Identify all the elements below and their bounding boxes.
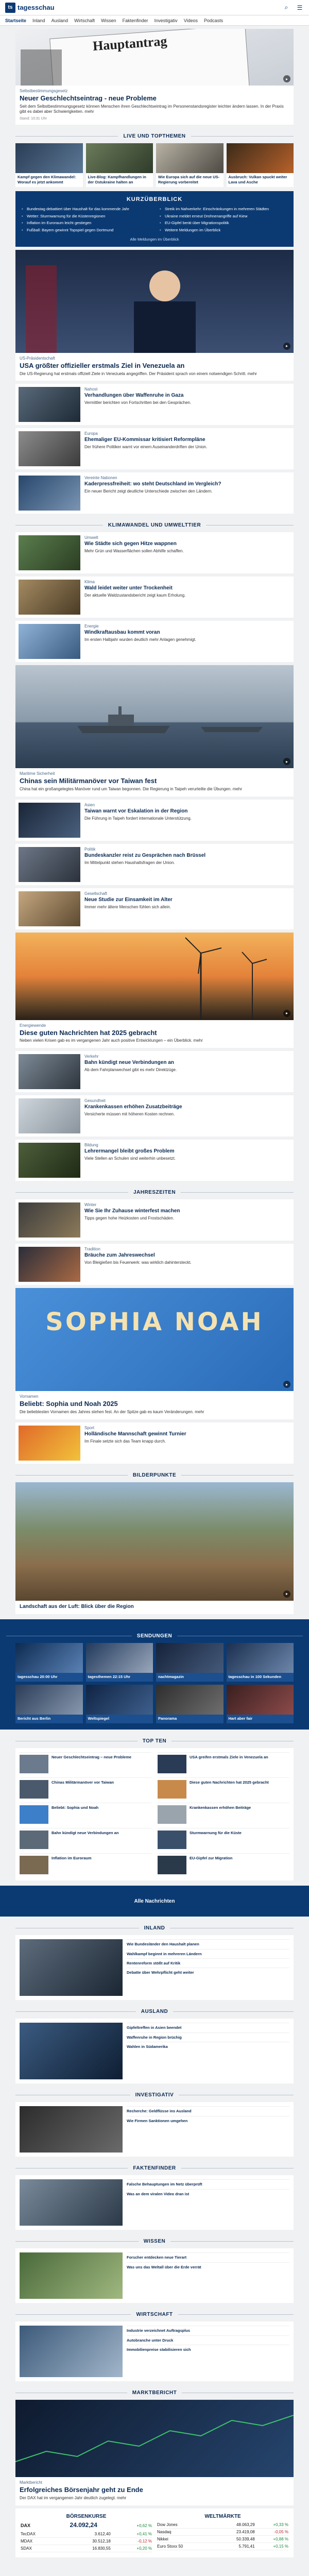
hero-image-caption: Hauptantrag (92, 33, 168, 54)
market-teaser[interactable]: Marktbericht Erfolgreiches Börsenjahr geht zu Ende Der DAX hat im vergangenen Jahr deutlich zugelegt. mehr (15, 2400, 294, 2505)
topten-item[interactable]: Sturmwarnung für die Küste (158, 1828, 289, 1851)
list-image (19, 891, 80, 926)
live-title[interactable]: Ausbruch: Vulkan spuckt weiter Lava und Asche (228, 175, 287, 184)
list-image (19, 803, 80, 838)
investigativ-module (15, 2102, 294, 2157)
section-live-title: LIVE UND TOPTHEMEN (15, 132, 294, 140)
logo-mark: ts (5, 3, 15, 13)
blocks-text: SOPHIA NOAH (45, 1308, 264, 1337)
list-headline[interactable]: Lehrermangel bleibt großes Problem (84, 1148, 175, 1155)
feature-image (15, 1288, 294, 1391)
sendungen-band (0, 1619, 309, 1730)
all-news-label[interactable]: Alle Nachrichten (134, 1898, 175, 1904)
topten-item[interactable]: Beliebt: Sophia und Noah (20, 1803, 151, 1826)
hero-image (15, 29, 294, 86)
section-faktenfinder-title: FAKTENFINDER (15, 2164, 294, 2172)
kurz-item[interactable]: • Wetter: Sturmwarnung für die Küstenregionen (22, 214, 149, 219)
nav-item[interactable]: Podcasts (204, 18, 224, 23)
site-logo[interactable] (5, 3, 55, 13)
weltmaerkte-title: WELTMÄRKTE (204, 2513, 241, 2519)
list-image (19, 1143, 80, 1178)
list-image (19, 1426, 80, 1461)
section-wirtschaft-title: WIRTSCHAFT (15, 2310, 294, 2318)
logo-text: tagesschau (18, 4, 55, 11)
live-title[interactable]: Kampf gegen den Klimawandel: Worauf es jetzt ankommt (18, 175, 76, 184)
list-image (19, 535, 80, 570)
faktenfinder-item[interactable]: Falsche Behauptungen im Netz überprüft (127, 2179, 289, 2189)
kurz-more-link[interactable]: Alle Meldungen im Überblick (130, 236, 179, 242)
sendung-item[interactable]: Panorama (156, 1685, 224, 1723)
kurz-title: KURZÜBERBLICK (126, 196, 183, 202)
menu-icon[interactable]: ☰ (297, 4, 303, 11)
list-item[interactable]: Europa Ehemaliger EU-Kommissar kritisiert Reformpläne Der frühere Politiker warnt vor einem Auseinanderdriften der Union. (15, 428, 294, 469)
list-item[interactable]: Sport Holländische Mannschaft gewinnt Turnier Im Finale setzte sich das Team knapp durch. (15, 1422, 294, 1464)
feature-teaser[interactable] (15, 250, 294, 381)
market-image (15, 2400, 294, 2477)
feature-headline[interactable]: Chinas sein Militärmanöver vor Taiwan fest (20, 777, 157, 785)
boerse-row[interactable]: TecDAX 3.612,40 +0,41 % (21, 2531, 152, 2538)
nav-item[interactable]: Wirtschaft (74, 18, 95, 23)
feature-teaser-text: Die US-Regierung hat erstmals offiziell Ziele in Venezuela angegriffen. Der Präsident sprach von einem notwendigen Schritt. mehr (20, 371, 257, 376)
kurz-item[interactable]: • Bundestag debattiert über Haushalt für das kommende Jahr (22, 207, 149, 212)
site-header (0, 0, 309, 15)
section-jahreszeit-title: JAHRESZEITEN (15, 1188, 294, 1196)
section-marktbericht-title: MARKTBERICHT (15, 2388, 294, 2397)
feature-image (15, 250, 294, 353)
live-image (15, 143, 83, 173)
ausland-item[interactable]: Waffenruhe in Region brüchig (127, 2032, 289, 2042)
list-headline[interactable]: Verhandlungen über Waffenruhe in Gaza (84, 393, 184, 399)
gallery-icon: ▸ (283, 1381, 290, 1388)
ausland-item[interactable]: Wahlen in Südamerika (127, 2042, 289, 2051)
nav-item[interactable]: Inland (32, 18, 45, 23)
boerse-row[interactable]: SDAX 16.830,55 +0,20 % (21, 2545, 152, 2552)
section-inland-title: INLAND (15, 1924, 294, 1932)
ausland-item[interactable]: Gipfeltreffen in Asien beendet (127, 2023, 289, 2032)
topten-list (15, 1748, 294, 1880)
feature-topline: US-Präsidentschaft (20, 355, 55, 361)
boerse-title: BÖRSENKURSE (66, 2513, 107, 2519)
sendung-item[interactable]: nachtmagazin (156, 1643, 224, 1682)
list-headline[interactable]: Krankenkassen erhöhen Zusatzbeiträge (84, 1104, 182, 1110)
gallery-icon: ▸ (283, 75, 290, 82)
faktenfinder-item[interactable]: Was an dem viralen Video dran ist (127, 2189, 289, 2198)
hero-teaser[interactable] (15, 29, 294, 125)
live-item[interactable] (227, 143, 294, 187)
feature-headline[interactable]: Landschaft aus der Luft: Blick über die Region (20, 1603, 134, 1609)
list-headline[interactable]: Kaderpressfreiheit: wo steht Deutschland im Vergleich? (84, 481, 221, 487)
dax-change: +0,62 % (136, 2523, 152, 2528)
ausland-module (15, 2019, 294, 2083)
inland-item[interactable]: Wahlkampf beginnt in mehreren Ländern (127, 1949, 289, 1958)
topten-item[interactable]: Chinas Militärmanöver vor Taiwan (20, 1777, 151, 1801)
list-headline[interactable]: Wie Städte sich gegen Hitze wappnen (84, 541, 177, 547)
list-item[interactable]: Tradition Bräuche zum Jahreswechsel Von Bleigießen bis Feuerwerk: was wirklich dahintersteckt. (15, 1244, 294, 1285)
hero-headline[interactable]: Neuer Geschlechtseintrag - neue Probleme (20, 94, 157, 102)
topten-item[interactable]: Inflation im Euroraum (20, 1853, 151, 1876)
welt-row[interactable]: Nasdaq 23.419,08 -0,05 % (157, 2528, 288, 2535)
dax-label: DAX (21, 2522, 31, 2528)
wirtschaft-item[interactable]: Industrie verzeichnet Auftragsplus (127, 2326, 289, 2335)
market-headline[interactable]: Erfolgreiches Börsenjahr geht zu Ende (20, 2486, 143, 2494)
topten-item[interactable]: Krankenkassen erhöhen Beiträge (158, 1803, 289, 1826)
section-bildpunkte-title: BILDERPUNKTE (15, 1471, 294, 1479)
main-nav (0, 15, 309, 26)
feature-teaser[interactable]: ▸ Maritime Sicherheit Chinas sein Militärmanöver vor Taiwan fest China hat ein großangelegtes Manöver rund um Taiwan begonnen. Die Regierung in Taipeh verurteilte die Übungen. mehr (15, 665, 294, 796)
section-ausland-title: AUSLAND (15, 2007, 294, 2015)
nav-item[interactable]: Ausland (51, 18, 68, 23)
list-headline[interactable]: Windkraftausbau kommt voran (84, 630, 160, 636)
kurz-item[interactable]: • Ukraine meldet erneut Drohnenangriffe auf Kiew (160, 214, 287, 219)
list-item[interactable]: Asien Taiwan warnt vor Eskalation in der Region Die Führung in Taipeh fordert internationale Unterstützung. (15, 800, 294, 841)
inland-module (15, 1935, 294, 2000)
list-headline[interactable]: Bräuche zum Jahreswechsel (84, 1252, 155, 1259)
topten-item[interactable]: EU-Gipfel zur Migration (158, 1853, 289, 1876)
live-title[interactable]: Wie Europa sich auf die neue US-Regierung vorbereitet (158, 175, 220, 184)
list-image (19, 580, 80, 615)
list-item[interactable]: Gesellschaft Neue Studie zur Einsamkeit im Alter Immer mehr ältere Menschen fühlen sich allein. (15, 888, 294, 929)
hero-meta: Stand: 10:31 Uhr (20, 117, 47, 121)
sendung-item[interactable]: tagesschau in 100 Sekunden (227, 1643, 294, 1682)
list-image (19, 847, 80, 882)
live-image (227, 143, 294, 173)
live-item[interactable] (15, 143, 83, 187)
nav-item[interactable]: Faktenfinder (122, 18, 148, 23)
list-item[interactable]: Nahost Verhandlungen über Waffenruhe in Gaza Vermittler berichten von Fortschritten bei den Gesprächen. (15, 384, 294, 425)
live-grid (15, 143, 294, 187)
list-headline[interactable]: Neue Studie zur Einsamkeit im Alter (84, 896, 173, 903)
kurz-item[interactable]: • EU-Gipfel berät über Migrationspolitik (160, 221, 287, 226)
gallery-icon: ▸ (283, 1590, 290, 1598)
wissen-module (15, 2248, 294, 2303)
live-item[interactable] (156, 143, 224, 187)
list-item[interactable]: Klima Wald leidet weiter unter Trockenheit Der aktuelle Waldzustandsbericht zeigt kaum Erholung. (15, 577, 294, 618)
list-image (19, 1202, 80, 1238)
feature-headline[interactable]: USA größter offizieller erstmals Ziel in Venezuela an (20, 361, 185, 369)
section-klima-title: KLIMAWANDEL UND UMWELTTIER (15, 521, 294, 529)
list-item[interactable]: Vereinte Nationen Kaderpressfreiheit: wo steht Deutschland im Vergleich? Ein neuer Bericht zeigt deutliche Unterschiede zwischen den Ländern. (15, 472, 294, 514)
hero-teaser-text: Seit dem Selbstbestimmungsgesetz können Menschen ihren Geschlechtseintrag im Personenstandsregister leichter ändern lassen. In der Praxis gibt es dabei aber Schwierigkeiten. mehr (20, 104, 284, 114)
feature-headline[interactable]: Diese guten Nachrichten hat 2025 gebracht (20, 1028, 157, 1037)
list-item[interactable]: Politik Bundeskanzler reist zu Gesprächen nach Brüssel Im Mittelpunkt stehen Haushaltsfragen der Union. (15, 844, 294, 885)
wissen-item[interactable]: Was uns das Weltall über die Erde verrät (127, 2262, 289, 2272)
live-item[interactable] (86, 143, 153, 187)
list-image (19, 431, 80, 466)
wirtschaft-module (15, 2321, 294, 2381)
list-headline[interactable]: Taiwan warnt vor Eskalation in der Region (84, 808, 188, 814)
list-image (19, 1054, 80, 1089)
live-image (86, 143, 153, 173)
topten-item[interactable]: Diese guten Nachrichten hat 2025 gebracht (158, 1777, 289, 1801)
list-headline[interactable]: Holländische Mannschaft gewinnt Turnier (84, 1431, 186, 1437)
video-icon: ▸ (283, 758, 290, 765)
sendung-item[interactable]: Weltspiegel (86, 1685, 153, 1723)
section-wissen-title: WISSEN (15, 2237, 294, 2245)
kurz-item[interactable]: • Streik im Nahverkehr: Einschränkungen in mehreren Städten (160, 207, 287, 212)
section-sendungen-title: SENDUNGEN (6, 1632, 303, 1640)
list-image (19, 1247, 80, 1282)
nav-item[interactable]: Startseite (5, 18, 27, 23)
feature-teaser[interactable] (15, 1482, 294, 1614)
dax-value: 24.092,24 (70, 2521, 97, 2529)
list-headline[interactable]: Wald leidet weiter unter Trockenheit (84, 585, 173, 591)
all-news-banner[interactable] (0, 1886, 309, 1917)
list-image (19, 387, 80, 422)
kurz-item[interactable]: • Weitere Meldungen im Überblick (160, 228, 287, 233)
feature-headline[interactable]: Beliebt: Sophia und Noah 2025 (20, 1400, 118, 1408)
section-investigativ-title: INVESTIGATIV (15, 2091, 294, 2099)
feature-image (15, 1482, 294, 1601)
kurz-item[interactable]: • Inflation im Euroraum leicht gestiegen (22, 221, 149, 226)
list-item[interactable]: Gesundheit Krankenkassen erhöhen Zusatzbeiträge Versicherte müssen mit höheren Kosten rechnen. (15, 1095, 294, 1137)
nav-item[interactable]: Wissen (101, 18, 116, 23)
list-item[interactable]: Verkehr Bahn kündigt neue Verbindungen an Ab dem Fahrplanwechsel gibt es mehr Direktzüge. (15, 1051, 294, 1092)
kurz-item[interactable]: • Fußball: Bayern gewinnt Topspiel gegen Dortmund (22, 228, 149, 233)
nav-item[interactable]: Investigativ (154, 18, 178, 23)
list-item[interactable]: Umwelt Wie Städte sich gegen Hitze wappnen Mehr Grün und Wasserflächen sollen Abhilfe schaffen. (15, 532, 294, 573)
list-item[interactable]: Winter Wie Sie Ihr Zuhause winterfest machen Tipps gegen hohe Heizkosten und Frostschäden. (15, 1199, 294, 1241)
live-title[interactable]: Live-Blog: Kampfhandlungen in der Ostukraine halten an (88, 175, 146, 184)
investigativ-item[interactable]: Wie Firmen Sanktionen umgehen (127, 2116, 289, 2125)
feature-teaser[interactable]: SOPHIA NOAH ▸ Vornamen Beliebt: Sophia und Noah 2025 Die beliebtesten Vornamen des Jahres stehen fest. An der Spitze gab es kaum Veränderungen. mehr (15, 1288, 294, 1419)
wirtschaft-item[interactable]: Autobranche unter Druck (127, 2335, 289, 2345)
feature-image (15, 933, 294, 1020)
list-headline[interactable]: Bundeskanzler reist zu Gesprächen nach Brüssel (84, 852, 206, 858)
search-icon[interactable]: ⌕ (284, 4, 288, 11)
nav-item[interactable]: Videos (183, 18, 198, 23)
list-headline[interactable]: Wie Sie Ihr Zuhause winterfest machen (84, 1208, 180, 1214)
topten-item[interactable]: Bahn kündigt neue Verbindungen an (20, 1828, 151, 1851)
sendung-item[interactable]: tagesschau 20:00 Uhr (15, 1643, 83, 1682)
list-image (19, 624, 80, 659)
welt-row[interactable]: Euro Stoxx 50 5.791,41 +0,15 % (157, 2543, 288, 2550)
kurzueberblick-box (15, 191, 294, 247)
section-topten-title: TOP TEN (15, 1737, 294, 1745)
hero-topline: Selbstbestimmungsgesetz (20, 89, 68, 93)
video-icon: ▸ (283, 343, 290, 350)
topten-item[interactable]: USA greifen erstmals Ziele in Venezuela an (158, 1752, 289, 1775)
sendung-item[interactable]: tagesthemen 22:15 Uhr (86, 1643, 153, 1682)
welt-row[interactable]: Dow Jones 48.063,29 +0,33 % (157, 2521, 288, 2529)
inland-item[interactable]: Debatte über Wehrpflicht geht weiter (127, 1968, 289, 1977)
list-headline[interactable]: Ehemaliger EU-Kommissar kritisiert Reformpläne (84, 437, 205, 443)
sendung-item[interactable]: Bericht aus Berlin (15, 1685, 83, 1723)
feature-image (15, 665, 294, 768)
inland-item[interactable]: Wie Bundesländer den Haushalt planen (127, 1939, 289, 1948)
list-item[interactable]: Energie Windkraftausbau kommt voran Im ersten Halbjahr wurden deutlich mehr Anlagen genehmigt. (15, 621, 294, 662)
wirtschaft-item[interactable]: Immobilienpreise stabilisieren sich (127, 2345, 289, 2354)
sendung-item[interactable]: Hart aber fair (227, 1685, 294, 1723)
inland-item[interactable]: Rentenreform stößt auf Kritik (127, 1958, 289, 1968)
faktenfinder-module (15, 2175, 294, 2230)
list-item[interactable]: Bildung Lehrermangel bleibt großes Problem Viele Stellen an Schulen sind weiterhin unbesetzt. (15, 1140, 294, 1181)
market-tables (15, 2509, 294, 2557)
boerse-row[interactable]: MDAX 30.512,18 -0,12 % (21, 2537, 152, 2545)
wissen-item[interactable]: Forscher entdecken neue Tierart (127, 2252, 289, 2262)
topten-item[interactable]: Neuer Geschlechtseintrag – neue Probleme (20, 1752, 151, 1775)
welt-row[interactable]: Nikkei 50.339,48 +0,88 % (157, 2535, 288, 2543)
list-image (19, 476, 80, 511)
list-image (19, 1098, 80, 1133)
list-headline[interactable]: Bahn kündigt neue Verbindungen an (84, 1060, 174, 1066)
feature-teaser[interactable]: ▸ Energiewende Diese guten Nachrichten hat 2025 gebracht Neben vielen Krisen gab es im vergangenen Jahr auch positive Entwicklungen – ein Überblick. mehr (15, 933, 294, 1048)
live-image (156, 143, 224, 173)
investigativ-item[interactable]: Recherche: Geldflüsse ins Ausland (127, 2106, 289, 2115)
gallery-icon: ▸ (283, 1010, 290, 1017)
